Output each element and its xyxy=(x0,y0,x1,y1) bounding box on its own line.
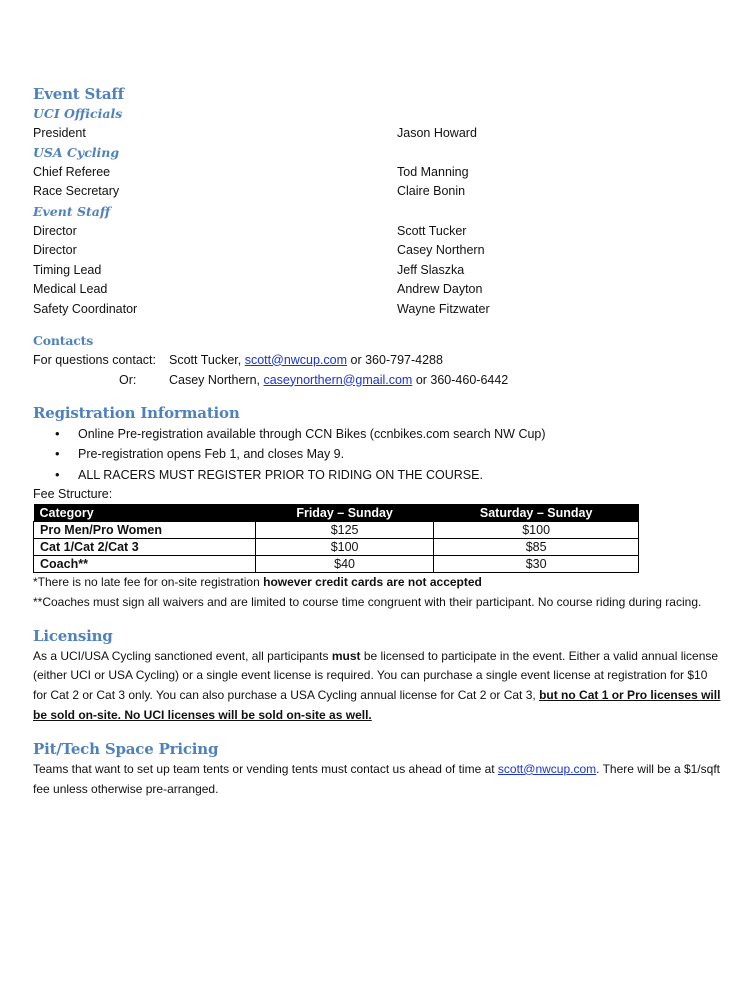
staff-row xyxy=(33,222,723,242)
bullet-item: • ALL RACERS MUST REGISTER PRIOR TO RIDING ON THE COURSE. xyxy=(33,465,723,486)
staff-role: Medical Lead xyxy=(33,282,108,297)
table-row xyxy=(34,556,639,573)
staff-role: Timing Lead xyxy=(33,262,102,277)
cell-friday-sunday: $100 xyxy=(255,539,433,556)
contact-name: Scott Tucker, xyxy=(169,352,245,367)
pit-paragraph: Teams that want to set up team tents or vending tents must contact us ahead of time at scott@nwcup.com. There will be a $1/sqft fee unless otherwise pre-arranged. xyxy=(33,761,720,796)
coach-note: **Coaches must sign all waivers and are limited to course time congruent with their participant. No course riding during racing. xyxy=(33,594,702,609)
subheading-usa-cycling: USA Cycling xyxy=(33,145,120,161)
section-title-licensing: Licensing xyxy=(33,626,113,645)
cell-category: Cat 1/Cat 2/Cat 3 xyxy=(34,539,256,556)
column-header-friday-sunday: Friday – Sunday xyxy=(255,504,433,522)
fee-structure-label: Fee Structure: xyxy=(33,487,113,502)
cell-saturday-sunday: $30 xyxy=(434,556,639,573)
fee-table xyxy=(33,504,639,573)
section-title-contacts: Contacts xyxy=(33,332,94,348)
staff-name: Scott Tucker xyxy=(397,223,467,238)
staff-role: Director xyxy=(33,223,77,238)
cell-category: Coach** xyxy=(34,556,256,573)
section-title-pit-tech: Pit/Tech Space Pricing xyxy=(33,739,219,758)
document-page xyxy=(33,84,723,799)
fee-table-header-row xyxy=(34,504,639,522)
staff-name: Jason Howard xyxy=(397,125,477,140)
subheading-uci-officials: UCI Officials xyxy=(33,106,123,121)
contact-row xyxy=(33,350,723,370)
staff-name: Tod Manning xyxy=(397,164,469,179)
contact-name: Casey Northern, xyxy=(169,372,264,387)
column-header-saturday-sunday: Saturday – Sunday xyxy=(434,504,639,522)
staff-role: President xyxy=(33,125,86,140)
staff-row xyxy=(33,163,723,183)
staff-role: Chief Referee xyxy=(33,164,111,179)
cell-saturday-sunday: $85 xyxy=(434,539,639,556)
section-title-registration: Registration Information xyxy=(33,403,240,422)
column-header-category: Category xyxy=(34,504,256,522)
staff-name: Andrew Dayton xyxy=(397,282,483,297)
contact-email-link[interactable]: scott@nwcup.com xyxy=(244,352,348,367)
staff-name: Jeff Slaszka xyxy=(397,262,465,277)
cell-category: Pro Men/Pro Women xyxy=(34,522,256,539)
bullet-item: • Online Pre-registration available through CCN Bikes (ccnbikes.com search NW Cup) xyxy=(33,424,723,445)
contact-email-link[interactable]: caseynorthern@gmail.com xyxy=(263,372,413,387)
staff-role: Race Secretary xyxy=(33,184,120,199)
staff-name: Wayne Fitzwater xyxy=(397,301,490,316)
registration-bullet-list xyxy=(33,424,723,486)
staff-row xyxy=(33,182,723,202)
licensing-paragraph: As a UCI/USA Cycling sanctioned event, all participants must be licensed to participate in the event. Either a valid annual license (either UCI or USA Cycling) or a single event license is required. You can purchase a single event license at registration for $10 for Cat 2 or Cat 3 only. You can also purchase a USA Cycling annual license for Cat 2 or Cat 3, but no Cat 1 or Pro licenses will be sold on-site. No UCI licenses will be sold on-site as well. xyxy=(33,648,721,723)
subheading-event-staff: Event Staff xyxy=(33,203,111,219)
pit-email-link[interactable]: scott@nwcup.com xyxy=(497,761,597,776)
contact-label: For questions contact: xyxy=(33,352,156,367)
table-row xyxy=(34,539,639,556)
table-row xyxy=(34,522,639,539)
staff-row xyxy=(33,124,723,144)
contact-phone: or 360-797-4288 xyxy=(347,352,443,367)
staff-row xyxy=(33,241,723,261)
late-fee-note: *There is no late fee for on-site registration however credit cards are not accepted xyxy=(33,575,482,590)
staff-role: Safety Coordinator xyxy=(33,301,138,316)
staff-role: Director xyxy=(33,243,77,258)
contact-row xyxy=(33,370,723,390)
staff-row xyxy=(33,261,723,281)
section-title-event-staff: Event Staff xyxy=(33,85,124,103)
staff-row xyxy=(33,280,723,300)
bullet-item: • Pre-registration opens Feb 1, and closes May 9. xyxy=(33,444,723,465)
cell-friday-sunday: $40 xyxy=(255,556,433,573)
staff-name: Claire Bonin xyxy=(397,184,466,199)
contact-phone: or 360-460-6442 xyxy=(412,372,509,387)
staff-name: Casey Northern xyxy=(397,243,485,258)
cell-friday-sunday: $125 xyxy=(255,522,433,539)
staff-row xyxy=(33,300,723,320)
cell-saturday-sunday: $100 xyxy=(434,522,639,539)
contact-label: Or: xyxy=(119,372,137,387)
